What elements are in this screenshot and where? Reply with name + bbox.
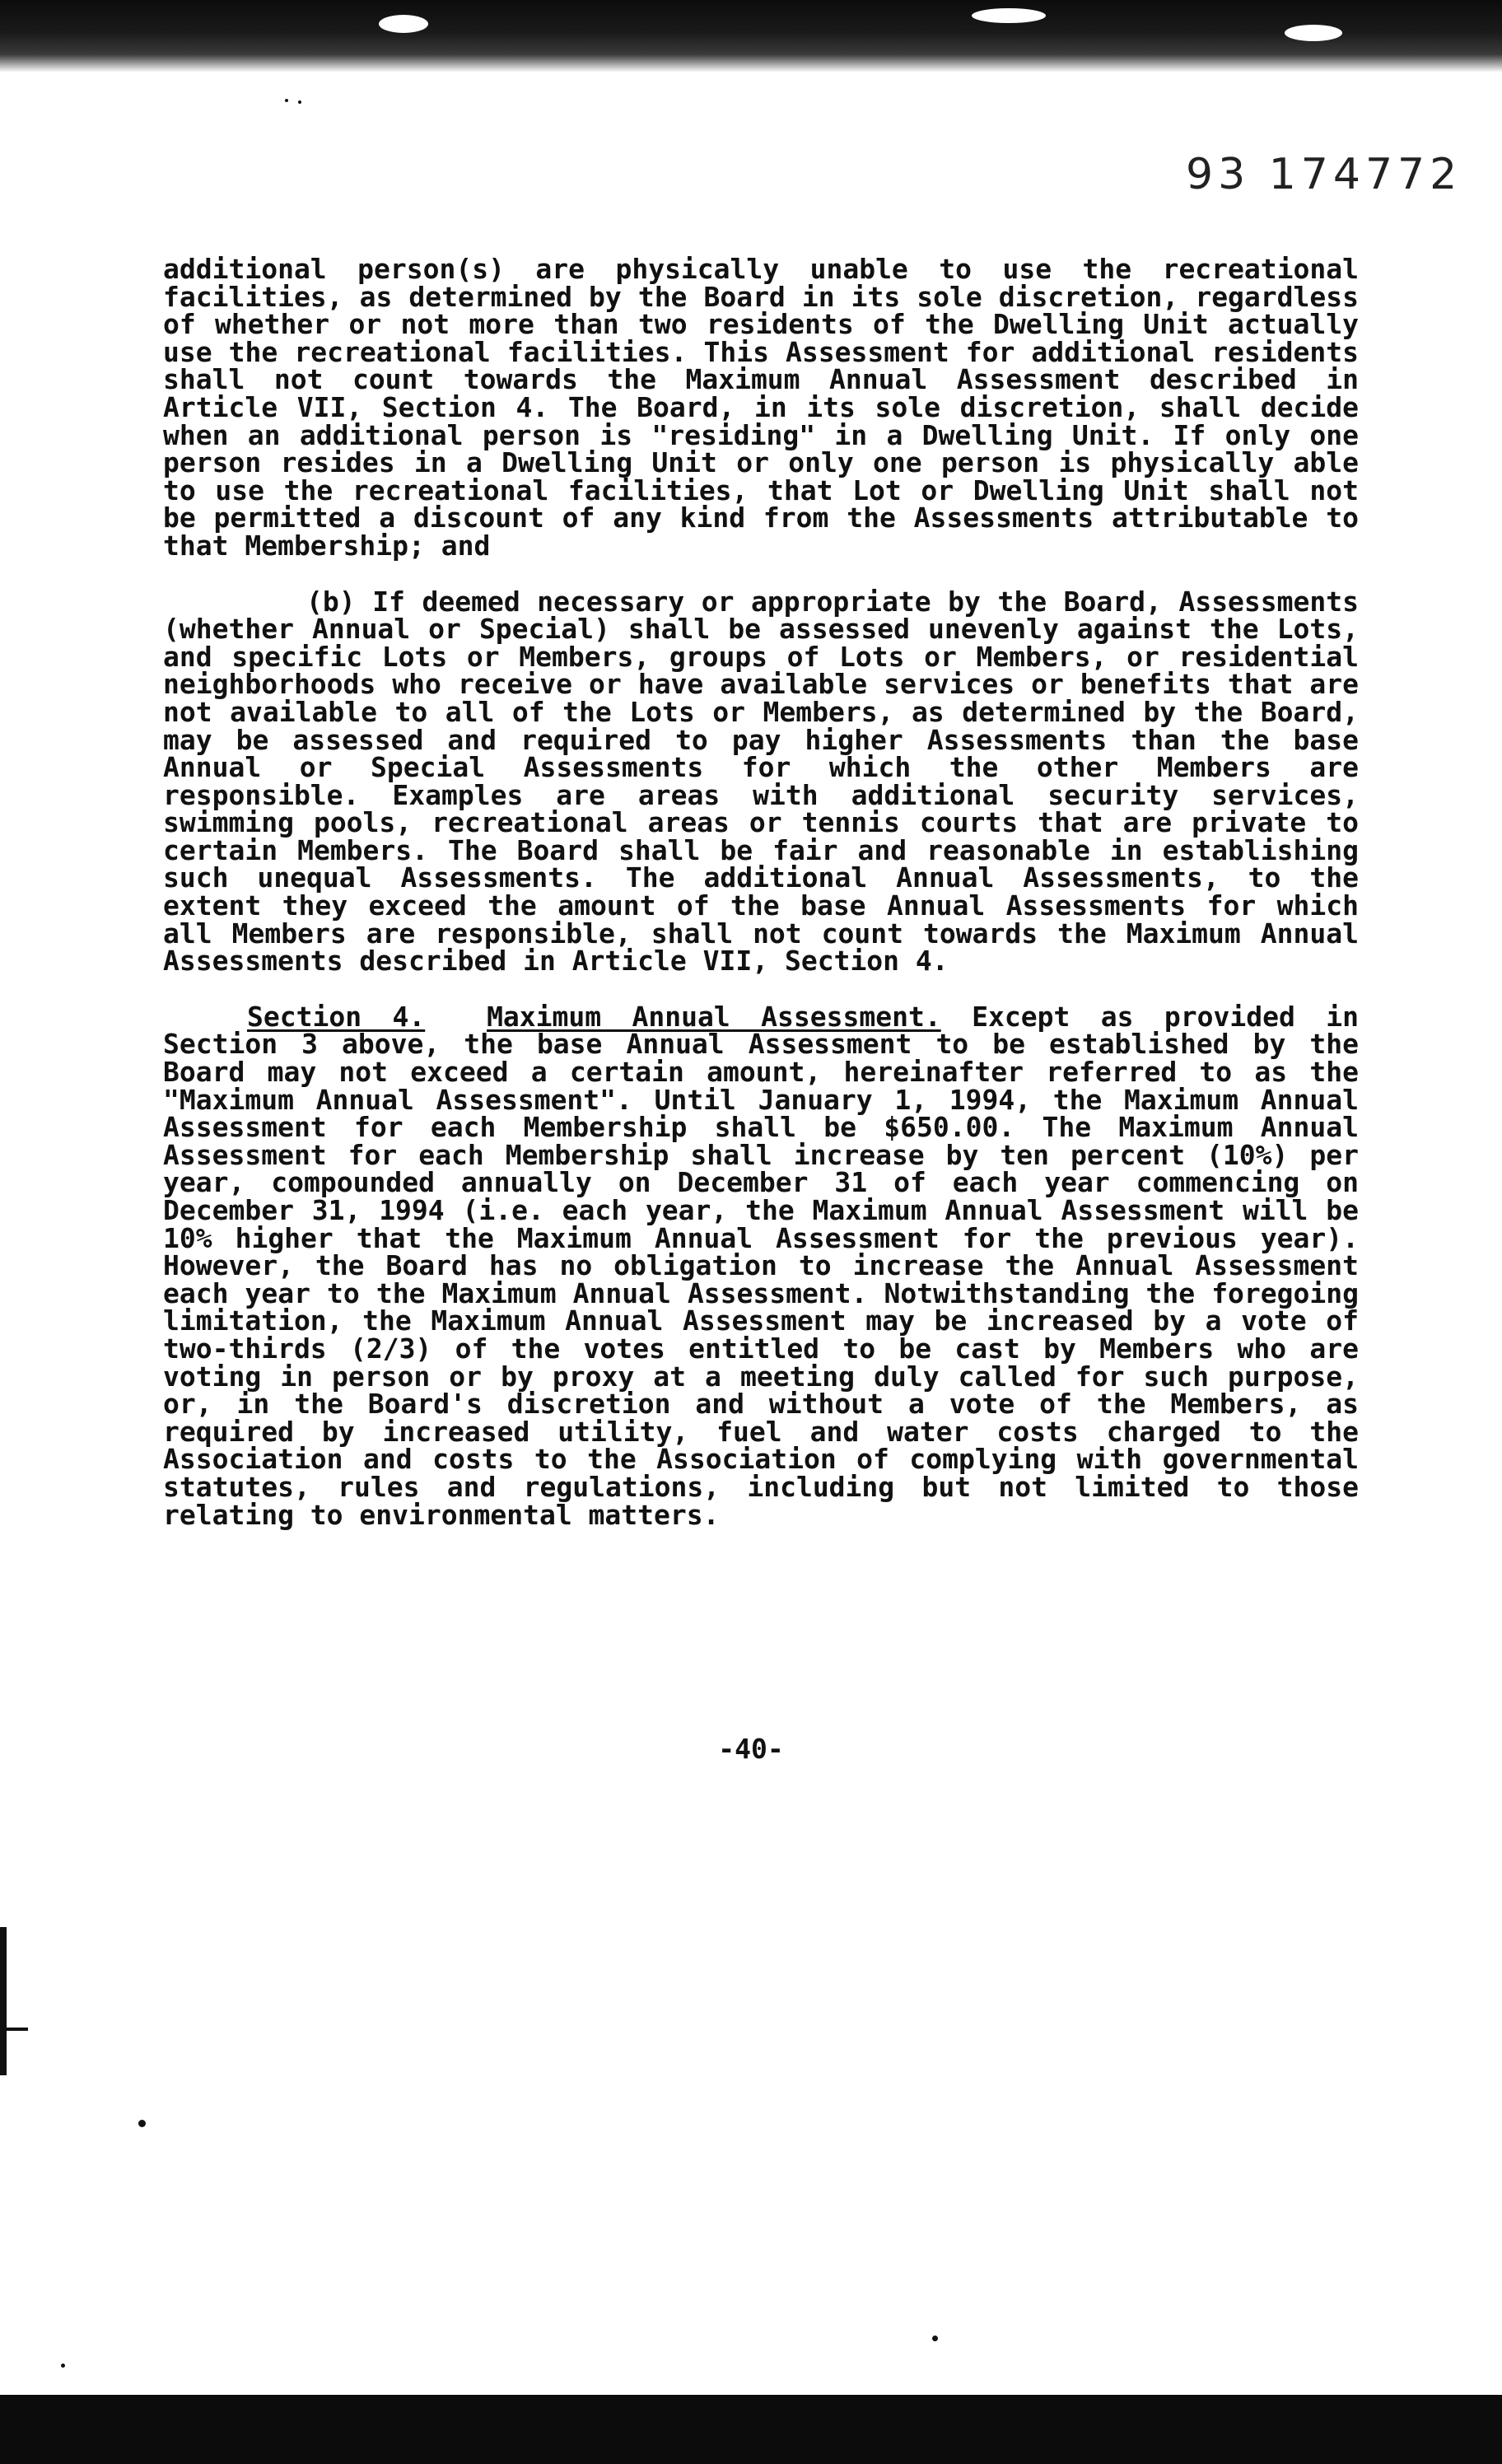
page-number: -40- bbox=[718, 1733, 784, 1765]
paragraph-b: (b) If deemed necessary or appropriate by the Board, Assessments (whether Annual or Special) shall be assessed unevenly against the Lots, and specific Lots or Members, groups of Lots or Members, or residential neighborhoods who receive or have available services or benefits that are not available to all of the Lots or Members, as determined by the Board, may be assessed and required to pay higher Assessments than the base Annual or Special Assessments for which the other Members are responsible. Examples are areas with additional security services, swimming pools, recreational areas or tennis courts that are private to certain Members. The Board shall be fair and reasonable in establishing such unequal Assessments. The additional Annual Assessments, to the extent they exceed the amount of the base Annual Assessments for which all Members are responsible, shall not count towards the Maximum Annual Assessments described in Article VII, Section 4. bbox=[163, 585, 1359, 978]
section-heading: Maximum Annual Assessment. bbox=[487, 1000, 941, 1033]
scan-speck bbox=[61, 2364, 65, 2368]
section-text: Except as provided in Section 3 above, the base Annual Assessment to be established by the Board may not exceed a certain amount, hereinafter referred to as the "Maximum Annual Assessment". Until January 1, 1994, the Maximum Annual Assessment for each Membership shall be $650.00. The Maximum Annual Assessment for each Membership shall increase by ten percent (10%) per year, compounded annually on December 31 of each year commencing on December 31, 1994 (i.e. each year, the Maximum Annual Assessment will be 10% higher that the Maximum Annual Assessment for the previous year). However, the Board has no obligation to increase the Annual Assessment each year to the Maximum Annual Assessment. Notwithstanding the foregoing limitation, the Maximum Annual Assessment may be increased by a vote of two-thirds (2/3) of the votes entitled to be cast by Members who are voting in person or by proxy at a meeting duly called for such purpose, or, in the Board's discretion and without a vote of the Members, as required by increased utility, fuel and water costs charged to the Association and costs to the Association of complying with governmental statutes, rules and regulations, including but not limited to those relating to environmental matters. bbox=[163, 1000, 1359, 1531]
document-number: 93 174772 bbox=[1186, 150, 1462, 199]
scan-artifact bbox=[1285, 25, 1342, 41]
scan-speck bbox=[298, 100, 301, 104]
scan-speck bbox=[138, 2120, 146, 2127]
scan-speck bbox=[285, 99, 288, 102]
scan-top-edge bbox=[0, 0, 1502, 72]
scan-artifact bbox=[0, 2028, 28, 2031]
scan-speck bbox=[932, 2336, 938, 2341]
section-label: Section 4. bbox=[247, 1000, 426, 1033]
scan-artifact bbox=[972, 8, 1046, 23]
scan-bottom-edge bbox=[0, 2395, 1502, 2464]
scan-artifact bbox=[0, 1927, 7, 2075]
scan-artifact bbox=[379, 15, 428, 33]
paragraph-section-4 bbox=[163, 1000, 1359, 1531]
paragraph-continuation: additional person(s) are physically unable to use the recreational facilities, as determined by the Board in its sole discretion, regardless of whether or not more than two residents of the Dwelling Unit actually use the recreational facilities. This Assessment for additional residents shall not count towards the Maximum Annual Assessment described in Article VII, Section 4. The Board, in its sole discretion, shall decide when an additional person is "residing" in a Dwelling Unit. If only one person resides in a Dwelling Unit or only one person is physically able to use the recreational facilities, that Lot or Dwelling Unit shall not be permitted a discount of any kind from the Assessments attributable to that Membership; and bbox=[163, 253, 1359, 562]
document-body bbox=[163, 253, 1359, 1531]
